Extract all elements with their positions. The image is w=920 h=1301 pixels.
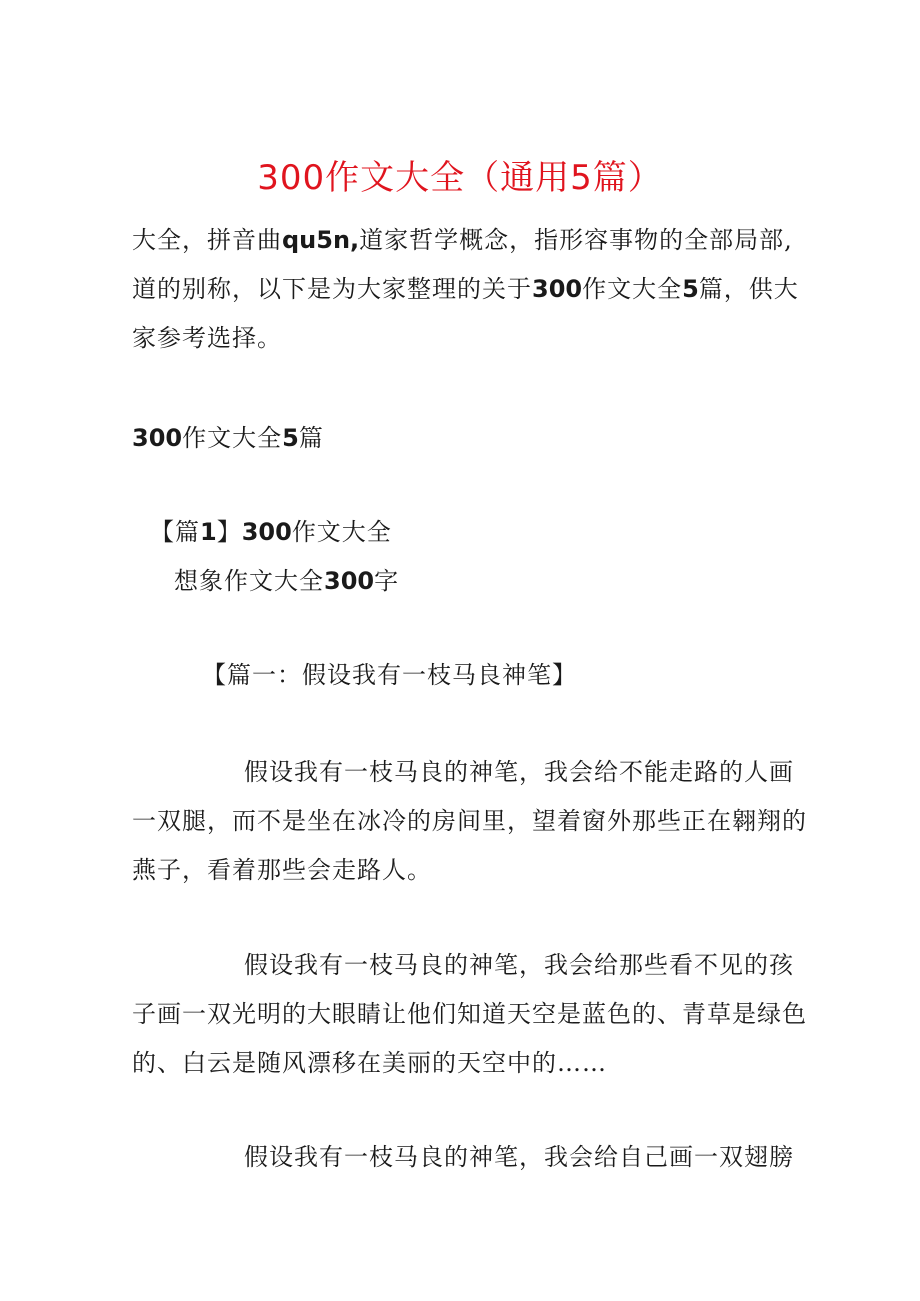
intro-line: 家参考选择。 [132,324,282,352]
chapter-heading: 【篇一：假设我有一枝马良神笔】 [202,661,577,689]
body-paragraph: 假设我有一枝马良的神笔，我会给那些看不见的孩 子画一双光明的大眼睛让他们知道天空是蓝色的、青草是绿色 的、白云是随风漂移在美丽的天空中的…… [132,951,807,1077]
intro-line: 大全，拼音曲qu5n,道家哲学概念，指形容事物的全部局部, [132,226,793,254]
piece-subtitle: 想象作文大全300字 [174,567,400,595]
intro-paragraph [132,216,802,363]
piece-label: 【篇1】300作文大全 [150,518,392,546]
intro-line: 道的别称，以下是为大家整理的关于300作文大全5篇，供大 [132,275,799,303]
body-paragraph: 假设我有一枝马良的神笔，我会给不能走路的人画 一双腿，而不是坐在冰冷的房间里，望着窗外那些正在翱翔的 燕子，看着那些会走路人。 [132,758,807,884]
document-title: 300作文大全（通用5篇） [257,158,663,198]
section-heading: 300作文大全5篇 [132,424,324,452]
body-paragraph: 假设我有一枝马良的神笔，我会给自己画一双翅膀 [244,1143,794,1171]
